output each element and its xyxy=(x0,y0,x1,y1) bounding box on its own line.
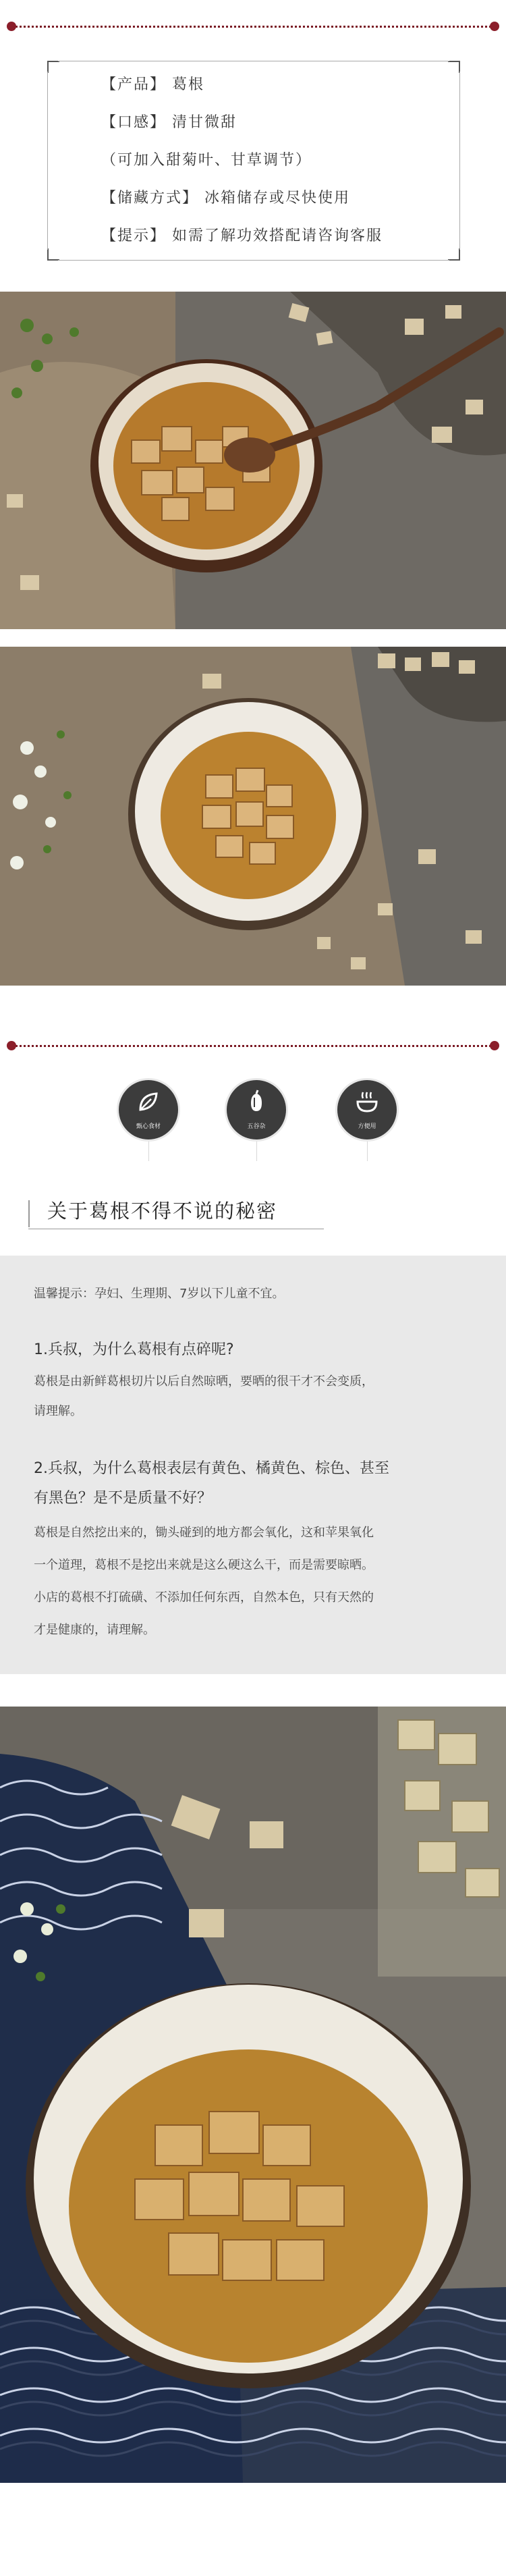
middle-divider xyxy=(11,1045,495,1047)
faq-question-2-line-1: 2.兵叔，为什么葛根表层有黄色、橘黄色、棕色、甚至 xyxy=(34,1460,389,1477)
feature-label-ingredients: 甄心食材 xyxy=(136,1123,161,1130)
info-taste-note: （可加入甜菊叶、甘草调节） xyxy=(101,152,312,169)
info-tip: 【提示】 如需了解功效搭配请咨询客服 xyxy=(101,227,383,244)
faq-answer-2-line-3: 小店的葛根不打硫磺、不添加任何东西，自然本色，只有天然的 xyxy=(34,1590,374,1605)
faq-notice: 温馨提示：孕妇、生理期、7岁以下儿童不宜。 xyxy=(34,1287,285,1301)
feature-badge-convenient xyxy=(337,1080,397,1139)
feature-badge-grains xyxy=(227,1080,286,1139)
divider-cap-left-2 xyxy=(7,1041,16,1050)
faq-answer-2-line-4: 才是健康的，请理解。 xyxy=(34,1623,155,1637)
feature-label-convenient: 方便用 xyxy=(358,1123,376,1130)
feature-label-grains: 五谷杂 xyxy=(247,1123,266,1130)
leaf-icon xyxy=(135,1088,162,1115)
bowl-icon xyxy=(354,1088,381,1115)
faq-panel xyxy=(0,1256,506,1674)
product-photo-1 xyxy=(0,292,506,629)
section-title: 关于葛根不得不说的秘密 xyxy=(47,1200,278,1223)
pepper-icon xyxy=(243,1088,270,1115)
divider-cap-right-2 xyxy=(490,1041,499,1050)
product-info-box xyxy=(47,61,460,261)
faq-question-2-line-2: 有黑色？是不是质量不好？ xyxy=(34,1490,213,1507)
info-product: 【产品】 葛根 xyxy=(101,76,204,93)
product-photo-3 xyxy=(0,1707,506,2483)
info-storage: 【储藏方式】 冰箱储存或尽快使用 xyxy=(101,190,350,207)
divider-cap-left xyxy=(7,22,16,31)
faq-answer-2-line-2: 一个道理，葛根不是挖出来就是这么硬这么干，而是需要晾晒。 xyxy=(34,1558,374,1572)
section-title-mark xyxy=(28,1200,30,1227)
faq-answer-1-line-1: 葛根是由新鲜葛根切片以后自然晾晒，要晒的很干才不会变质， xyxy=(34,1374,374,1389)
feature-badge-ingredients xyxy=(119,1080,178,1139)
divider-cap-right xyxy=(490,22,499,31)
faq-question-1: 1.兵叔，为什么葛根有点碎呢? xyxy=(34,1341,234,1358)
info-taste: 【口感】 清甘微甜 xyxy=(101,114,237,131)
product-photo-2 xyxy=(0,647,506,986)
faq-answer-2-line-1: 葛根是自然挖出来的，锄头碰到的地方都会氧化，这和苹果氧化 xyxy=(34,1526,374,1540)
product-info-lines xyxy=(101,66,383,255)
faq-answer-1-line-2: 请理解。 xyxy=(34,1404,82,1418)
top-divider xyxy=(11,26,495,28)
